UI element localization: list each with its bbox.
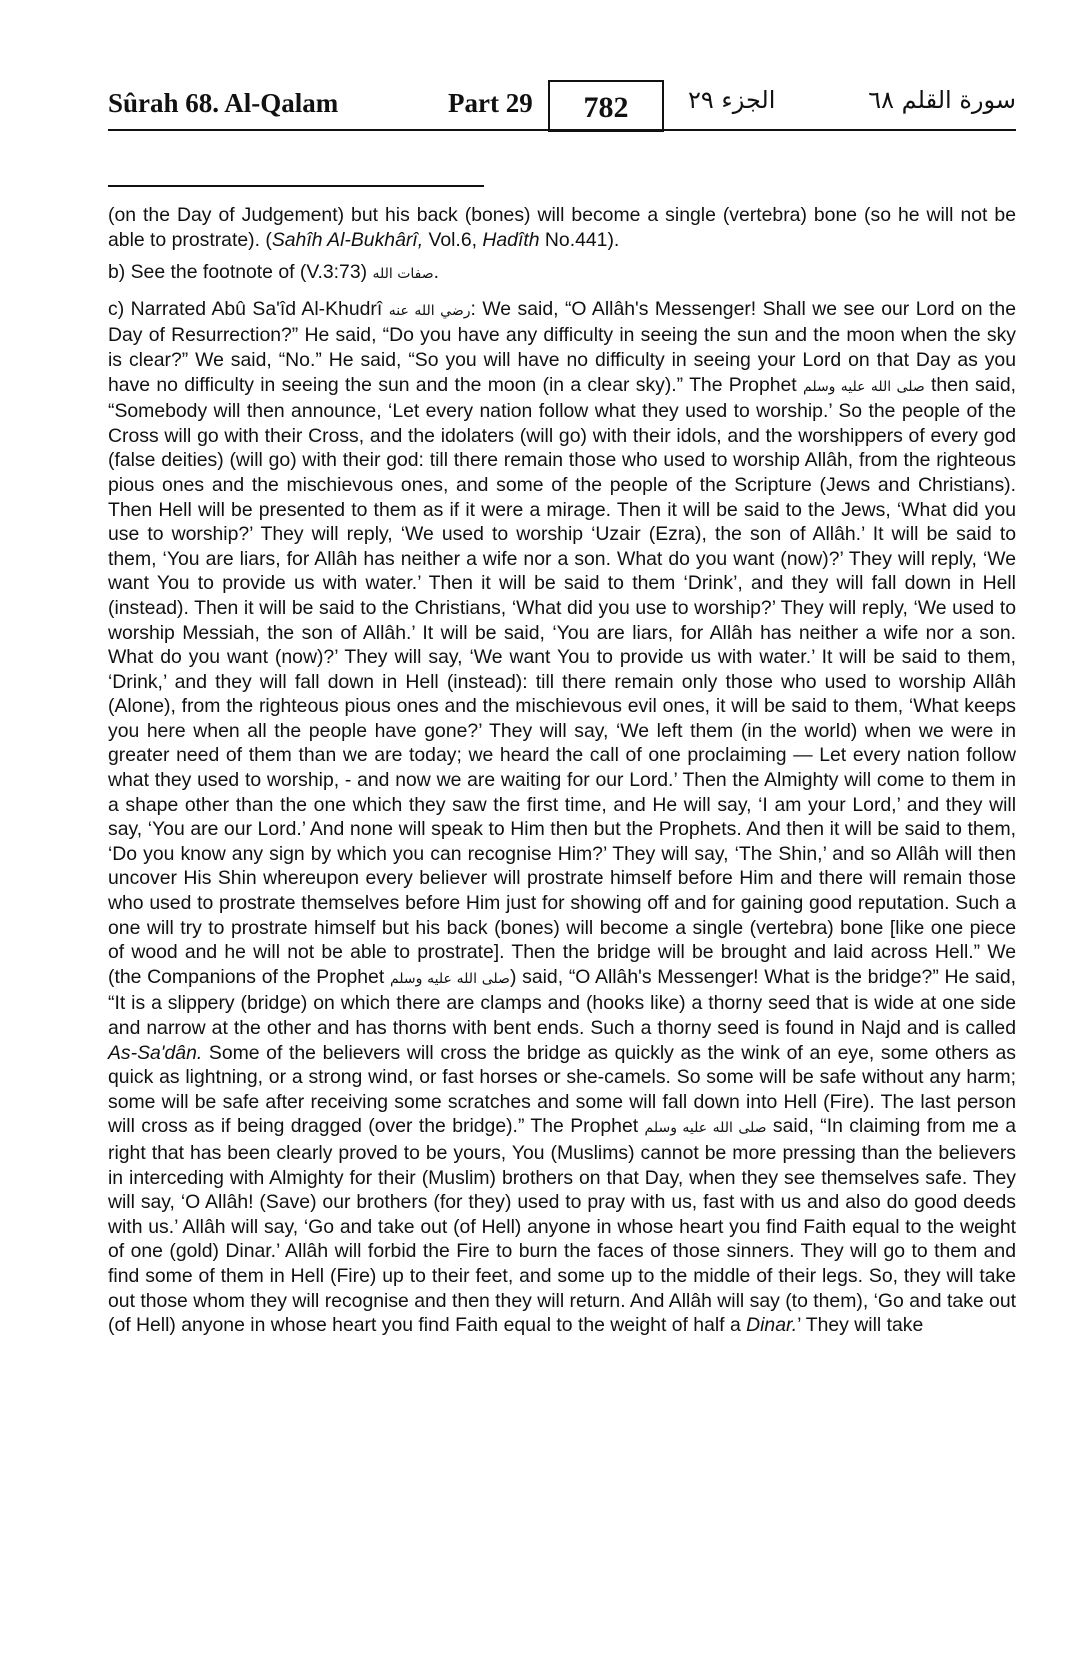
footnote-c-arabic-2: صلى الله عليه وسلم bbox=[803, 378, 925, 395]
footnote-c-text-5: Some of the believers will cross the bridge as quickly as the wink of an eye, some others as quick as lightning, or a strong wind, or fast horses or she-camels. So some will be safe without any harm; some will be safe after receiving some scratches and some will fall down into Hell (Fire). The last person will cross as if being dragged (over the bridge).” The Prophet bbox=[108, 1041, 1016, 1138]
part-label: Part 29 bbox=[448, 88, 533, 118]
footnote-c-term-1: As-Sa'dân. bbox=[108, 1041, 203, 1064]
page-header bbox=[108, 78, 1016, 130]
footnote-b-arabic: صفات الله bbox=[372, 266, 434, 283]
footnote-c-text-7: ’ They will take bbox=[797, 1314, 924, 1337]
footnote-a-hadith: Hadîth bbox=[482, 228, 540, 251]
footnote-c-arabic-1: رضي الله عنه bbox=[388, 302, 471, 319]
footnote-b-end: . bbox=[433, 261, 440, 284]
footnote-a bbox=[108, 203, 1016, 252]
footnote-b bbox=[108, 260, 1016, 287]
footnote-a-vol: Vol.6, bbox=[423, 228, 483, 251]
part-arabic: الجزء ٢٩ bbox=[688, 86, 776, 114]
footnote-c-term-2: Dinar. bbox=[746, 1314, 798, 1337]
footnote-c-text-3: then said, “Somebody will then announce, ‘Let every nation follow what they used to worship.’ So the people of the Cross will go with their Cross, and the idolaters (will go) with their idols, and the worshippers of every god (false deities) (will go) with their god: till there remain those who used to worship Allâh, from the righteous pious ones and the mischievous ones, and some of the people of the Scripture (Jews and Christians). Then Hell will be presented to them as if it were a mirage. Then it will be said to the Jews, ‘What did you use to worship?’ They will reply, ‘We used to worship ‘Uzair (Ezra), the son of Allâh.’ It will be said to them, ‘You are liars, for Allâh has neither a wife nor a son. What do you want (now)?’ They will reply, ‘We want You to provide us with water.’ Then it will be said to them ‘Drink’, and they will fall down in Hell (instead). Then it will be said to the Christians, ‘What did you use to worship?’ They will reply, ‘We used to worship Messiah, the son of Allâh.’ It will be said, ‘You are liars, for Allâh has neither a wife nor a son. What do you want (now)?’ They will say, ‘We want You to provide us with water.’ It will be said to them, ‘Drink,’ and they will fall down in Hell (instead): till there remain only those who used to worship Allâh (Alone), from the righteous pious ones and the mischievous evil ones, it will be said to them, ‘What keeps you here when all the people have gone?’ They will say, ‘We left them (in the world) when we were in greater need of them than we are today; we heard the call of one proclaiming — Let every nation follow what they used to worship, - and now we are waiting for our Lord.’ Then the Almighty will come to them in a shape other than the one which they saw the first time, and He will say, ‘I am your Lord,’ and they will say, ‘You are our Lord.’ And none will speak to Him then but the Prophets. And then it will be said to them, ‘Do you know any sign by which you can recognise Him?’ They will say, ‘The Shin,’ and so Allâh will then uncover His Shin whereupon every believer will prostrate himself before Him and there will remain those who used to prostrate themselves before Him just for showing off and for gaining good reputation. Such a one will try to prostrate himself but his back (bones) will become a single (vertebra) bone [like one piece of wood and he will not be able to prostrate]. Then the bridge will be brought and laid across Hell.” We (the Companions of the Prophet bbox=[108, 373, 1017, 988]
header-rule bbox=[108, 129, 1016, 131]
footnote-c-arabic-3: صلى الله عليه وسلم bbox=[389, 970, 510, 987]
footnote-a-number: No.441). bbox=[539, 228, 620, 251]
footnote-c bbox=[108, 297, 1016, 1338]
surah-title: Sûrah 68. Al-Qalam bbox=[108, 88, 339, 118]
footnote-rule bbox=[108, 185, 484, 187]
footnote-c-text-1: c) Narrated Abû Sa'îd Al-Khudrî bbox=[108, 297, 389, 320]
footnote-b-text: b) See the footnote of (V.3:73) bbox=[108, 261, 373, 284]
surah-arabic: سورة القلم ٦٨ bbox=[868, 86, 1016, 114]
footnote-a-text: (on the Day of Judgement) but his back (bones) will become a single (vertebra) bone (so he will not be able to prostrate). ( bbox=[108, 204, 1016, 251]
footnote-c-text-6: said, “In claiming from me a right that has been clearly proved to be yours, You (Muslims) cannot be more pressing than the believers in interceding with Almighty for their (Muslim) brothers on that Day, when they see themselves safe. They will say, ‘O Allâh! (Save) our brothers (for they) used to pray with us, fast with us and also do good deeds with us.’ Allâh will say, ‘Go and take out (of Hell) anyone in whose heart you find Faith equal to the weight of one (gold) Dinar.’ Allâh will forbid the Fire to burn the faces of those sinners. They will go to them and find some of them in Hell (Fire) up to their feet, and some up to the middle of their legs. So, they will take out those whom they will recognise and then they will return. And Allâh will say (to them), ‘Go and take out (of Hell) anyone in whose heart you find Faith equal to the weight of half a bbox=[108, 1115, 1017, 1337]
footnotes bbox=[108, 203, 1016, 1346]
footnote-c-text-4: ) said, “O Allâh's Messenger! What is the bridge?” He said, “It is a slippery (bridge) on which there are clamps and (hooks like) a thorny seed that is wide at one side and narrow at the other and has thorns with bent ends. Such a thorny seed is found in Najd and is called bbox=[108, 965, 1016, 1039]
page-number: 782 bbox=[548, 80, 664, 132]
footnote-a-source: Sahîh Al-Bukhârî, bbox=[271, 228, 424, 251]
footnote-c-arabic-4: صلى الله عليه وسلم bbox=[644, 1120, 767, 1137]
footnote-c-text-2: : We said, “O Allâh's Messenger! Shall we see our Lord on the Day of Resurrection?” He said, “Do you have any difficulty in seeing the sun and the moon when the sky is clear?” We said, “No.” He said, “So you will have no difficulty in seeing your Lord on that Day as you have no difficulty in seeing the sun and the moon (in a clear sky).” The Prophet bbox=[108, 297, 1016, 396]
